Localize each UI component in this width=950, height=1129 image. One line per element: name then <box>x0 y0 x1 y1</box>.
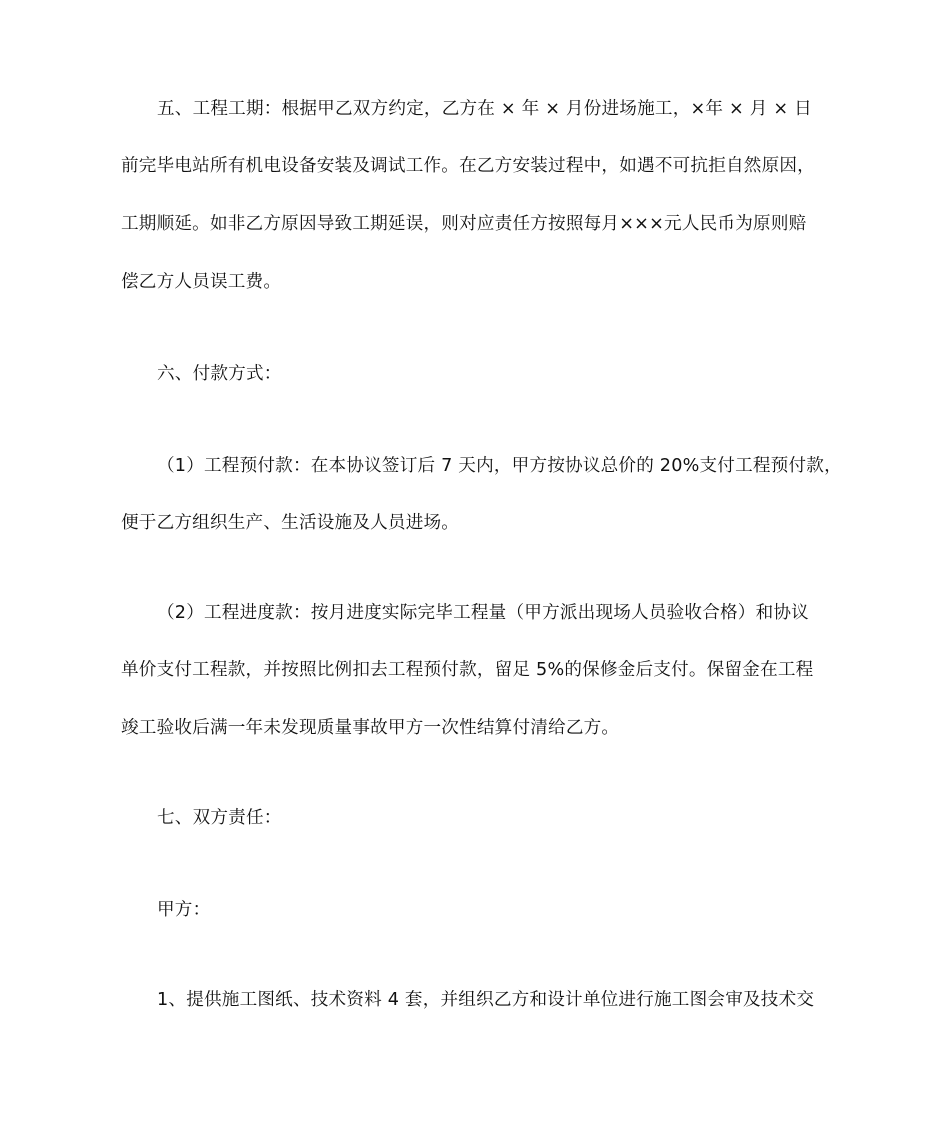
payment-item-1-line-2: 便于乙方组织生产、生活设施及人员进场。 <box>121 513 460 533</box>
party-a-duty-1-line-1: 1、提供施工图纸、技术资料 4 套，并组织乙方和设计单位进行施工图会审及技术交 <box>157 990 815 1010</box>
section-five-line-2: 前完毕电站所有机电设备安装及调试工作。在乙方安装过程中，如遇不可抗拒自然原因， <box>121 156 815 176</box>
section-five-line-4: 偿乙方人员误工费。 <box>121 272 282 292</box>
payment-item-1-line-1: （1）工程预付款：在本协议签订后 7 天内，甲方按协议总价的 20%支付工程预付款， <box>157 456 842 476</box>
section-five-line-3: 工期顺延。如非乙方原因导致工期延误，则对应责任方按照每月×××元人民币为原则赔 <box>121 214 807 234</box>
section-six-heading: 六、付款方式： <box>157 364 282 384</box>
section-five-line-1: 五、工程工期：根据甲乙双方约定，乙方在 × 年 × 月份进场施工，×年 × 月 × 日 <box>157 99 812 119</box>
payment-item-2-line-1: （2）工程进度款：按月进度实际完毕工程量（甲方派出现场人员验收合格）和协议 <box>157 603 809 623</box>
section-seven-heading: 七、双方责任： <box>157 808 282 828</box>
payment-item-2-line-3: 竣工验收后满一年未发现质量事故甲方一次性结算付清给乙方。 <box>121 718 620 738</box>
payment-item-2-line-2: 单价支付工程款，并按照比例扣去工程预付款，留足 5%的保修金后支付。保留金在工程 <box>121 660 814 680</box>
party-a-label: 甲方： <box>157 900 211 920</box>
